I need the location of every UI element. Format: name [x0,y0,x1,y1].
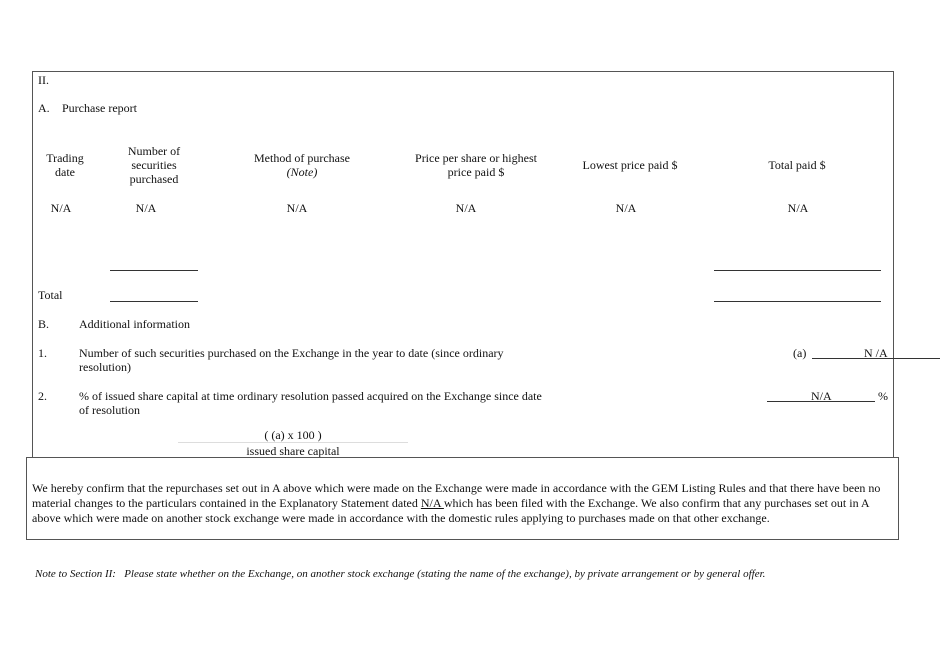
statement-date: N/A [420,496,444,510]
item2-value: N/A [811,389,832,403]
part-a-title: Purchase report [62,101,137,115]
confirmation-part1: We hereby confirm that the repurchases set out in A above which were made on the Exchange were made in accordance with the GEM Listing Rules and that there have been no material changes to the particulars contained in the Explanatory Statement dated [32,481,881,510]
footnote [35,568,765,580]
item1-marker: (a) [793,346,807,360]
confirmation-part2: which has been filed with the Exchange. We also confirm that any purchases set out in A above which were made on another stock exchange were made in accordance with the domestic rules applying to purchases made on that other exchange. [32,496,869,525]
part-a-letter: A. [38,101,50,115]
footnote-label: Note to Section II: [35,568,116,580]
section-number: II. [38,73,49,87]
header-total-paid: Total paid $ [768,158,826,172]
item1-text: Number of such securities purchased on the Exchange in the year to date (since ordinary resolution) [79,346,504,374]
paid-total-line-lower [714,301,881,302]
item1-number: 1. [38,346,47,360]
method-note: (Note) [286,165,318,179]
row-lowest-price: N/A [615,201,637,215]
paid-total-line-upper [714,270,881,271]
row-price-highest: N/A [455,201,477,215]
header-trading-date: Trading date [46,151,84,179]
formula-denominator: issued share capital [246,444,340,458]
part-b-title: Additional information [79,317,190,331]
header-method-of-purchase [232,151,372,179]
formula-fraction-line [178,442,408,443]
row-number-purchased: N/A [135,201,157,215]
footnote-text: Please state whether on the Exchange, on another stock exchange (stating the name of the exchange), by private arrangement or by general offer. [124,568,766,580]
row-method: N/A [286,201,308,215]
header-lowest-price: Lowest price paid $ [582,158,678,172]
method-label: Method of purchase [254,151,350,165]
header-number-purchased: Number of securities purchased [127,144,181,186]
item1-value: N /A [864,346,888,360]
row-trading-date: N/A [50,201,72,215]
item2-text: % of issued share capital at time ordinary resolution passed acquired on the Exchange since date of resolution [79,389,542,417]
formula-numerator: ( (a) x 100 ) [264,428,322,442]
item2-unit: % [878,389,888,403]
number-total-line-lower [110,301,198,302]
item2-number: 2. [38,389,47,403]
row-total-paid: N/A [787,201,809,215]
total-label: Total [38,288,63,302]
confirmation-text [32,481,896,526]
part-b-letter: B. [38,317,50,331]
number-total-line-upper [110,270,198,271]
header-price-highest: Price per share or highest price paid $ [415,151,537,179]
